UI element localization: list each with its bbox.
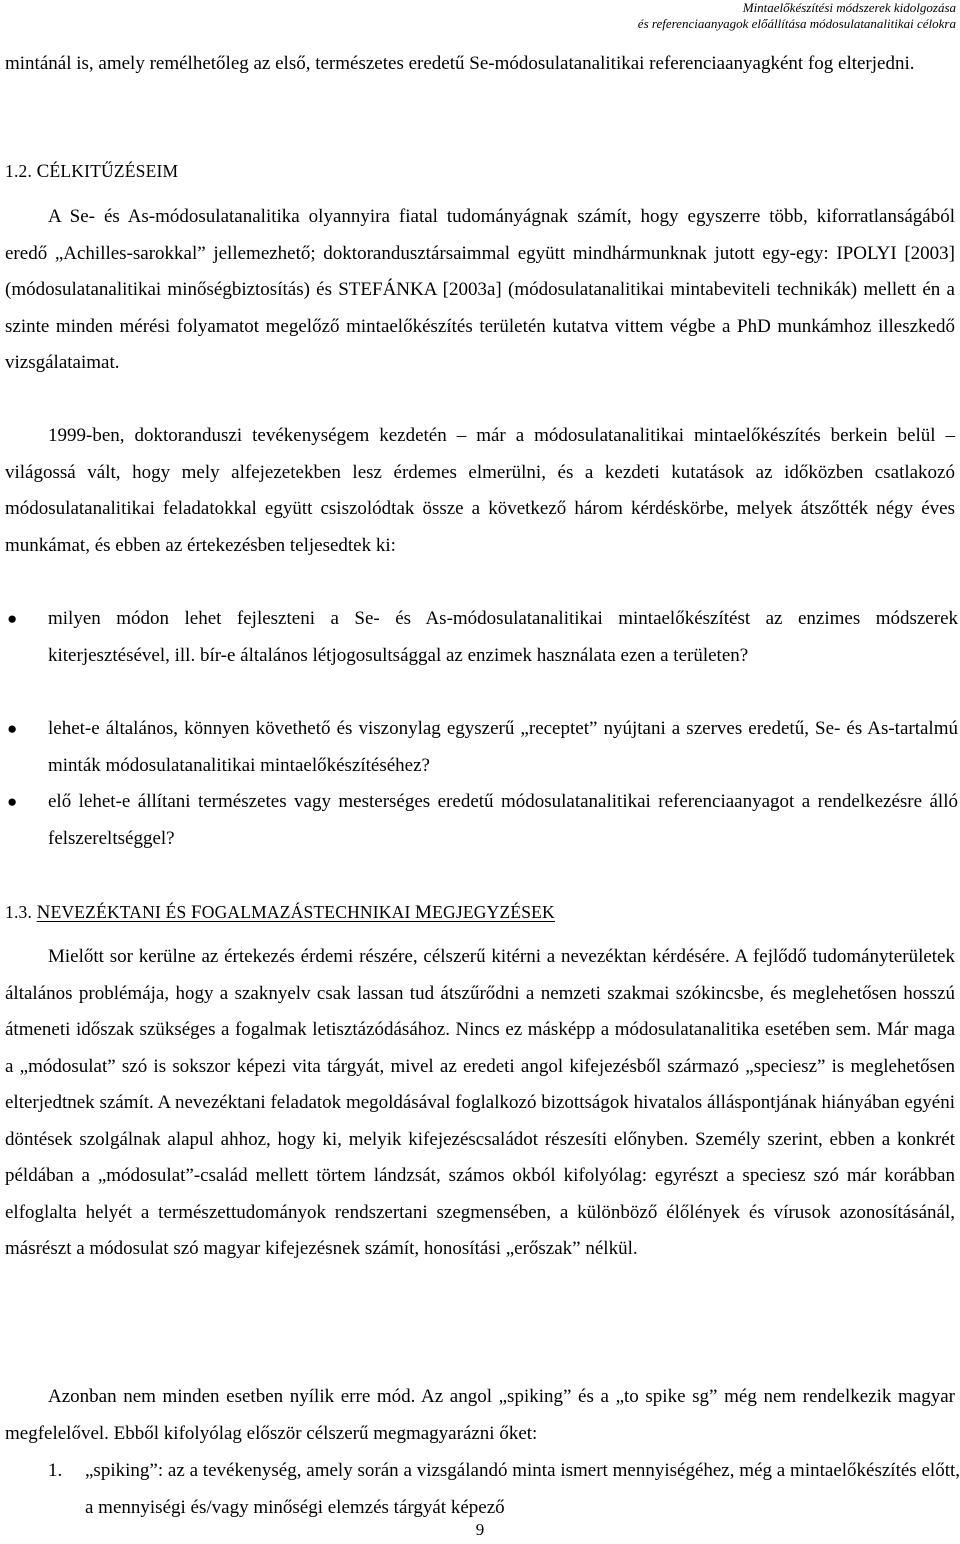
header-line-1: Mintaelőkészítési módszerek kidolgozása: [742, 0, 956, 15]
section-number: 1.2.: [5, 161, 33, 181]
section-1-2-paragraph-2: 1999-ben, doktoranduszi tevékenységem kezdetén – már a módosulatanalitikai mintaelőkészítés berkein belül – világossá vált, hogy mely alfejezetekben lesz érdemes elmerülni, és a kezdeti kutatások az időközben csatlakozó módosulatanalitikai feladatokkal együtt csiszolódtak össze a következő három kérdéskörbe, melyek átszőtték négy éves munkámat, és ebben az értekezésben teljesedtek ki:: [5, 425, 955, 556]
bullet-icon: ●: [7, 719, 18, 738]
bullet-icon: ●: [7, 792, 18, 811]
section-heading-1-3: [5, 902, 555, 924]
section-1-3-paragraph-1: Mielőtt sor kerülne az értekezés érdemi részére, célszerű kitérni a nevezéktan kérdésére. A fejlődő tudományterületek általános problémája, hogy a szaknyelv csak lassan tud átszűrődni a nemzeti szakmai szókincsbe, és meglehetősen hosszú átmeneti időszak szükséges a fogalmak letisztázódásához. Nincs ez másképp a módosulatanalitika esetében sem. Már maga a „módosulat” szó is sokszor képezi vita tárgyát, mivel az eredeti angol kifejezésből származó „speciesz” is meglehetősen elterjedtnek számít. A nevezéktani feladatok megoldásával foglalkozó bizottságok hivatalos álláspontjának hiányában egyéni döntések szolgálnak alapul ahhoz, hogy ki, melyik kifejezéscsaládot részesíti előnyben. Személy szerint, ebben a konkrét példában a „módosulat”-család mellett törtem lándzsát, számos okból kifolyólag: egyrészt a speciesz szó már korábban elfoglalta helyét a természettudományok rendszertani szegmensében, a különböző élőlények és vírusok azonosításánál, másrészt a módosulat szó magyar kifejezésnek számít, honosítási „erőszak” nélkül.: [5, 946, 955, 1259]
intro-paragraph: mintánál is, amely remélhetőleg az első, természetes eredetű Se-módosulatanalitikai referenciaanyagként fog elterjedni.: [5, 53, 915, 74]
section-title: NEVEZÉKTANI ÉS FOGALMAZÁSTECHNIKAI MEGJEGYZÉSEK: [36, 902, 555, 923]
page-number: 9: [475, 1520, 485, 1539]
bullet-item-3: ● elő lehet-e állítani természetes vagy mesterséges eredetű módosulatanalitikai referenciaanyagot a rendelkezésre álló felszereltséggel?: [48, 784, 958, 857]
running-header: [638, 0, 956, 32]
section-1-3-paragraph-2: Azonban nem minden esetben nyílik erre mód. Az angol „spiking” és a „to spike sg” még nem rendelkezik magyar megfelelővel. Ebből kifolyólag először célszerű megmagyarázni őket:: [5, 1386, 955, 1444]
bullet-item-2: ● lehet-e általános, könnyen követhető és viszonylag egyszerű „receptet” nyújtani a szerves eredetű, Se- és As-tartalmú minták módosulatanalitikai mintaelőkészítéséhez?: [48, 711, 958, 784]
bullet-item-1: ● milyen módon lehet fejleszteni a Se- és As-módosulatanalitikai mintaelőkészítést az enzimes módszerek kiterjesztésével, ill. bír-e általános létjogosultsággal az enzimek használata ezen a területen?: [48, 601, 958, 674]
item-number: 1.: [48, 1460, 63, 1481]
numbered-item-1: 1. „spiking”: az a tevékenység, amely során a vizsgálandó minta ismert mennyiségéhez, még a mintaelőkészítés előtt, a mennyiségi és/vagy minőségi elemzés tárgyát képező: [85, 1453, 960, 1526]
bullet-icon: ●: [7, 609, 18, 628]
section-heading-1-2: 1.2. CÉLKITŰZÉSEIM: [5, 161, 179, 182]
section-1-2-paragraph-1: A Se- és As-módosulatanalitika olyannyira fiatal tudományágnak számít, hogy egyszerre több, kiforratlanságából eredő „Achilles-sarokkal” jellemezhető; doktorandusztársaimmal együtt mindhármunknak jutott egy-egy: IPOLYI [2003] (módosulatanalitikai minőségbiztosítás) és STEFÁNKA [2003a] (módosulatanalitikai mintabeviteli technikák) mellett én a szinte minden mérési folyamatot megelőző mintaelőkészítés területén kutatva vittem végbe a PhD munkámhoz illeszkedő vizsgálataimat.: [5, 206, 955, 373]
section-number: 1.3.: [5, 902, 33, 922]
header-line-2: és referenciaanyagok előállítása módosulatanalitikai célokra: [637, 16, 956, 31]
